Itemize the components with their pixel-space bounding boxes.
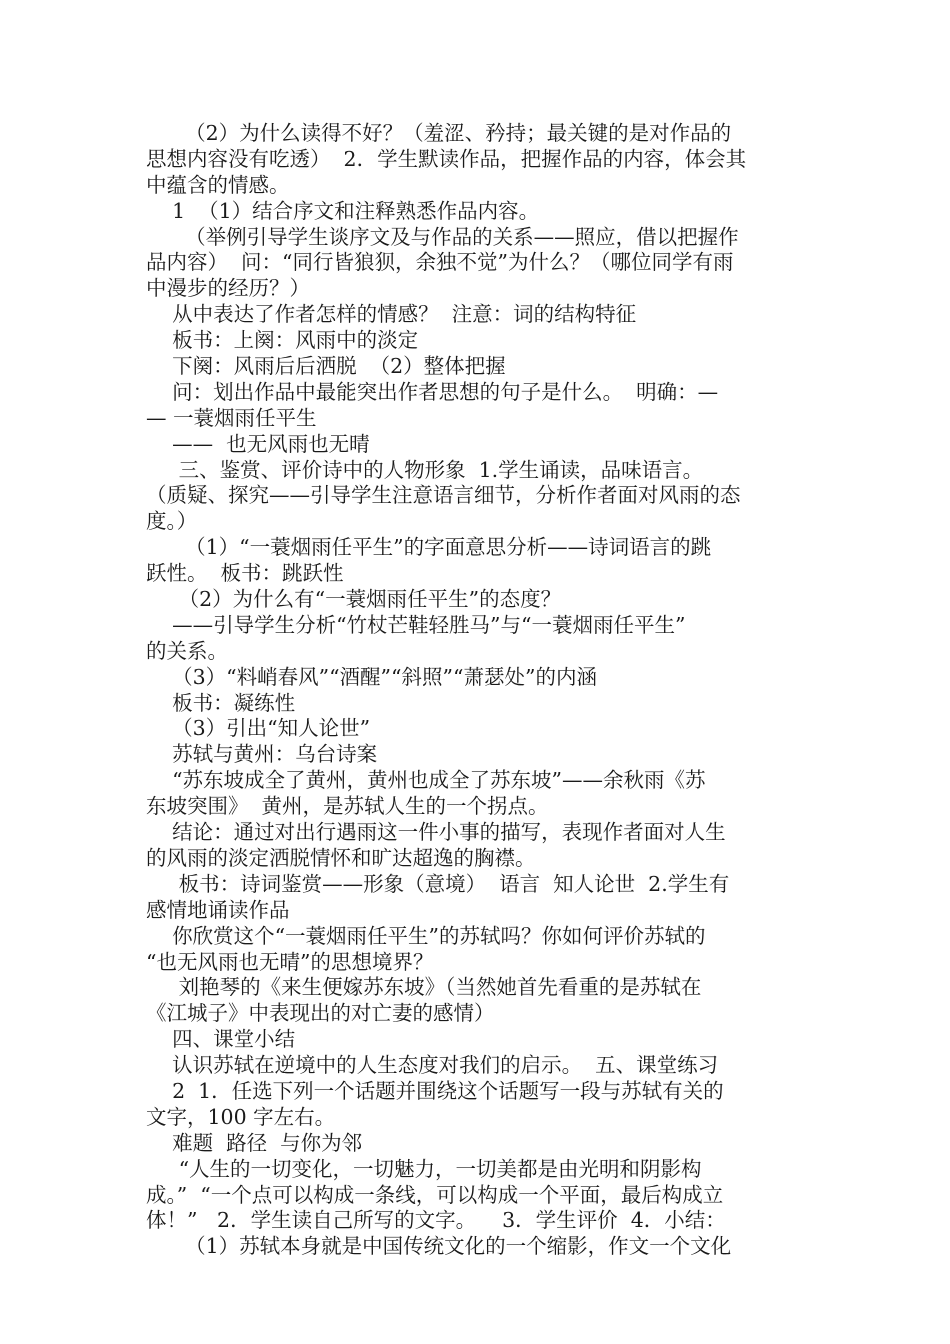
text-line: 的关系。: [146, 638, 228, 663]
text-line: （举例引导学生谈序文及与作品的关系——照应，借以把握作: [146, 224, 739, 249]
text-line: （1）苏轼本身就是中国传统文化的一个缩影，作文一个文化: [146, 1234, 732, 1259]
text-line: （质疑、探究——引导学生注意语言细节，分析作者面对风雨的态: [146, 483, 741, 508]
text-line: 体！” 2．学生读自己所写的文字。 3．学生评价 4．小结：: [146, 1208, 726, 1233]
text-line: 度。）: [146, 509, 198, 534]
text-line: 1 （1）结合序文和注释熟悉作品内容。: [146, 198, 540, 223]
text-line: “人生的一切变化，一切魅力，一切美都是由光明和阴影构: [146, 1156, 702, 1181]
text-line: 结论：通过对出行遇雨这一件小事的描写，表现作者面对人生: [146, 820, 726, 845]
text-line: 中漫步的经历？）: [146, 276, 310, 301]
text-line: 文字，100 字左右。: [146, 1104, 336, 1129]
text-line: 苏轼与黄州：乌台诗案: [146, 742, 378, 767]
text-line: （3）“料峭春风”“酒醒”“斜照”“萧瑟处”的内涵: [146, 664, 597, 689]
text-line: 刘艳琴的《来生便嫁苏东坡》（当然她首先看重的是苏轼在: [146, 975, 702, 1000]
text-line: 三、鉴赏、评价诗中的人物形象 1.学生诵读，品味语言。: [146, 457, 704, 482]
text-line: （2）为什么有“一蓑烟雨任平生”的态度？: [146, 587, 562, 612]
text-line: 感情地诵读作品: [146, 897, 290, 922]
document-body: [146, 121, 814, 1260]
text-line: “苏东坡成全了黄州，黄州也成全了苏东坡”——余秋雨《苏: [146, 768, 706, 793]
text-line: 板书：诗词鉴赏——形象（意境） 语言 知人论世 2.学生有: [146, 871, 730, 896]
text-line: 板书：凝练性: [146, 690, 296, 715]
text-line: 东坡突围》 黄州，是苏轼人生的一个拐点。: [146, 794, 549, 819]
text-line: 问：划出作品中最能突出作者思想的句子是什么。 明确：—: [146, 379, 719, 404]
text-line: 板书：上阕：风雨中的淡定: [146, 328, 419, 353]
text-line: 下阕：风雨后后洒脱 （2）整体把握: [146, 354, 506, 379]
text-line: ——引导学生分析“竹杖芒鞋轻胜马”与“一蓑烟雨任平生”: [146, 612, 686, 637]
text-line: 跃性。 板书：跳跃性: [146, 561, 344, 586]
text-line: （3）引出“知人论世”: [146, 716, 371, 741]
text-line: 中蕴含的情感。: [146, 172, 290, 197]
text-line: 成。” “一个点可以构成一条线，可以构成一个平面，最后构成立: [146, 1182, 724, 1207]
text-line: 品内容） 问：“同行皆狼狈，余独不觉”为什么？（哪位同学有雨: [146, 250, 734, 275]
text-line: 从中表达了作者怎样的情感？ 注意：词的结构特征: [146, 302, 637, 327]
text-line: （2）为什么读得不好？（羞涩、矜持；最关键的是对作品的: [146, 121, 732, 145]
text-line: 的风雨的淡定洒脱情怀和旷达超逸的胸襟。: [146, 845, 536, 870]
text-line: （1）“一蓑烟雨任平生”的字面意思分析——诗词语言的跳: [146, 535, 712, 560]
text-line: 《江城子》中表现出的对亡妻的感情）: [146, 1001, 495, 1026]
text-line: “也无风雨也无晴”的思想境界？: [146, 949, 434, 974]
text-line: 认识苏轼在逆境中的人生态度对我们的启示。 五、课堂练习: [146, 1053, 719, 1078]
text-line: —— 也无风雨也无晴: [146, 431, 370, 456]
text-line: 难题 路径 与你为邻: [146, 1130, 363, 1155]
text-line: 你欣赏这个“一蓑烟雨任平生”的苏轼吗？你如何评价苏轼的: [146, 923, 706, 948]
text-line: — 一蓑烟雨任平生: [146, 405, 317, 430]
text-line: 四、课堂小结: [146, 1027, 296, 1052]
text-line: 2 1．任选下列一个话题并围绕这个话题写一段与苏轼有关的: [146, 1078, 724, 1103]
text-line: 思想内容没有吃透） 2．学生默读作品，把握作品的内容，体会其: [146, 146, 747, 171]
